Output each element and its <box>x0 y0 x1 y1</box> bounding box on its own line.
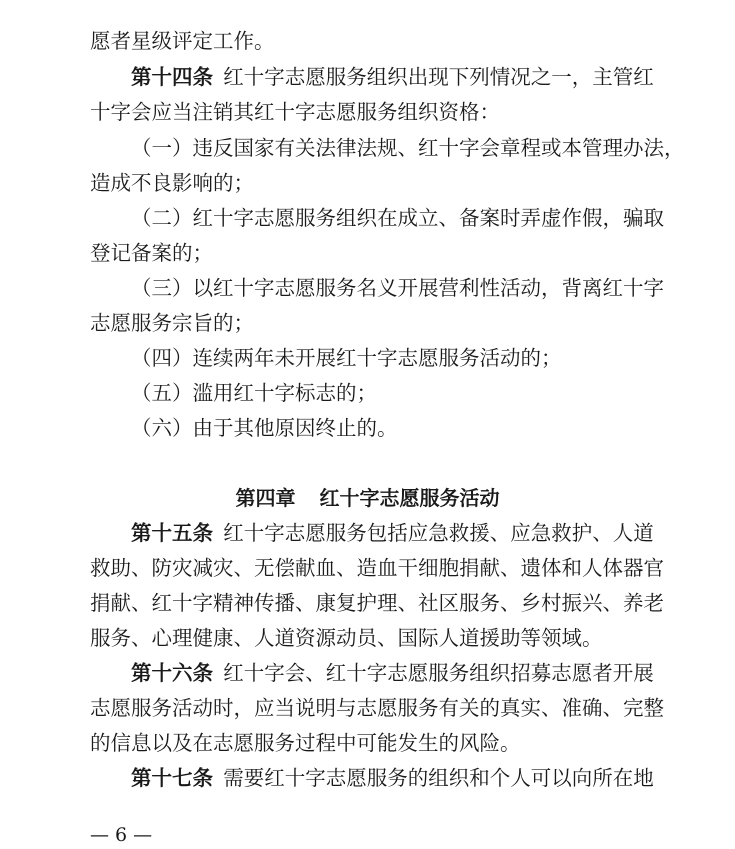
list-item-1: （一）违反国家有关法律法规、红十字会章程或本管理办法， <box>131 136 685 160</box>
paragraph-line: 愿者星级评定工作。 <box>90 29 275 53</box>
list-item-3: （三）以红十字志愿服务名义开展营利性活动，背离红十字 <box>131 276 664 300</box>
paragraph-line: 的信息以及在志愿服务过程中可能发生的风险。 <box>90 731 521 755</box>
chapter-number: 第四章 <box>235 486 296 510</box>
page-number: — 6 — <box>90 824 153 846</box>
article-16-text: 红十字会、红十字志愿服务组织招募志愿者开展 <box>223 661 654 685</box>
article-15-text: 红十字志愿服务包括应急救援、应急救护、人道 <box>223 521 654 545</box>
chapter-heading <box>0 483 735 513</box>
list-item-1-cont: 造成不良影响的； <box>90 171 254 195</box>
article-15-label: 第十五条 <box>131 521 213 545</box>
article-17-line-1 <box>131 763 654 793</box>
article-14-label: 第十四条 <box>131 65 213 89</box>
list-item-5: （五）滥用红十字标志的； <box>131 381 377 405</box>
paragraph-line: 救助、防灾减灾、无偿献血、造血干细胞捐献、遗体和人体器官 <box>90 556 664 580</box>
chapter-title: 红十字志愿服务活动 <box>319 486 500 510</box>
list-item-6: （六）由于其他原因终止的。 <box>131 416 398 440</box>
article-14-line-1 <box>131 62 654 92</box>
article-16-line-1 <box>131 658 654 688</box>
list-item-3-cont: 志愿服务宗旨的； <box>90 311 254 335</box>
paragraph-line: 十字会应当注销其红十字志愿服务组织资格： <box>90 100 500 124</box>
paragraph-line: 捐献、红十字精神传播、康复护理、社区服务、乡村振兴、养老 <box>90 591 664 615</box>
list-item-2-cont: 登记备案的； <box>90 241 213 265</box>
list-item-2: （二）红十字志愿服务组织在成立、备案时弄虚作假，骗取 <box>131 206 664 230</box>
article-17-text: 需要红十字志愿服务的组织和个人可以向所在地 <box>223 766 654 790</box>
article-14-text: 红十字志愿服务组织出现下列情况之一，主管红 <box>223 65 654 89</box>
article-16-label: 第十六条 <box>131 661 213 685</box>
paragraph-line: 志愿服务活动时，应当说明与志愿服务有关的真实、准确、完整 <box>90 696 664 720</box>
article-15-line-1 <box>131 518 654 548</box>
paragraph-line: 服务、心理健康、人道资源动员、国际人道援助等领域。 <box>90 626 603 650</box>
article-17-label: 第十七条 <box>131 766 213 790</box>
list-item-4: （四）连续两年未开展红十字志愿服务活动的； <box>131 346 562 370</box>
